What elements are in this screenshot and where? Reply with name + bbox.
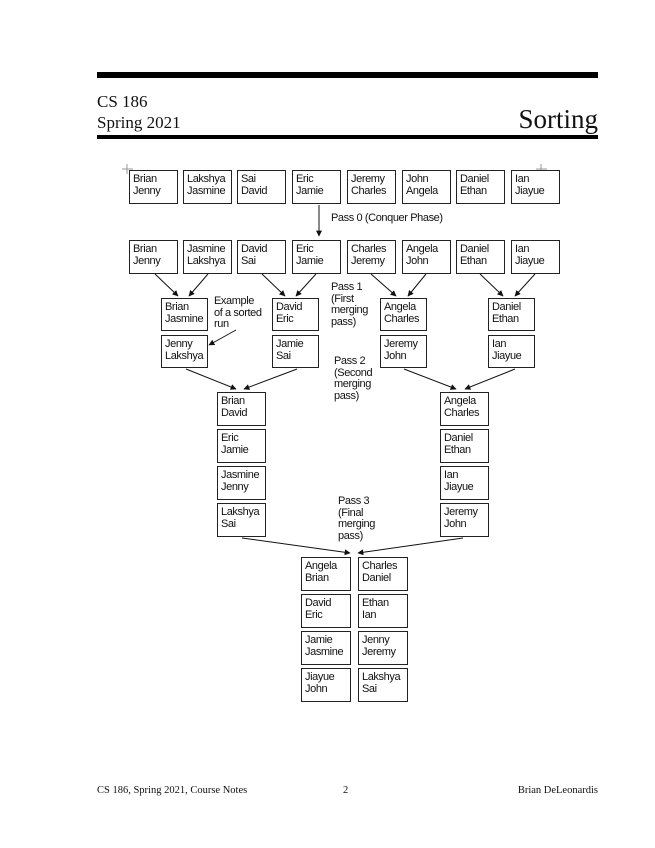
run-box: Lakshya Sai (217, 503, 266, 537)
run-box: Jasmine Lakshya (183, 240, 232, 274)
run-box: John Angela (402, 170, 451, 204)
run-box: David Eric (272, 298, 319, 331)
run-box: Ian Jiayue (511, 240, 560, 274)
run-box: Ian Jiayue (511, 170, 560, 204)
run-box: Jeremy Charles (347, 170, 396, 204)
run-box: Angela Charles (440, 392, 489, 426)
run-box: Charles Jeremy (347, 240, 396, 274)
run-box: David Sai (237, 240, 286, 274)
run-box: Brian Jenny (129, 170, 178, 204)
run-box: Brian David (217, 392, 266, 426)
run-box: Daniel Ethan (456, 170, 505, 204)
run-box: Jamie Sai (272, 335, 319, 368)
pass2-label: Pass 2 (Second merging pass) (334, 355, 373, 402)
run-box: Daniel Ethan (440, 429, 489, 463)
run-box: Angela Charles (380, 298, 427, 331)
pass1-label: Pass 1 (First merging pass) (331, 281, 368, 328)
footer-author: Brian DeLeonardis (517, 785, 598, 796)
run-box: Brian Jenny (129, 240, 178, 274)
run-box: Jasmine Jenny (217, 466, 266, 500)
run-box: Lakshya Jasmine (183, 170, 232, 204)
run-box: Jeremy John (380, 335, 427, 368)
page-number: 2 (343, 785, 349, 796)
run-box: Charles Daniel (358, 557, 408, 591)
course-term: Spring 2021 (97, 113, 181, 132)
run-box: Ethan Ian (358, 594, 408, 628)
run-box: Lakshya Sai (358, 668, 408, 702)
run-box: Eric Jamie (292, 240, 341, 274)
run-box: Angela Brian (301, 557, 351, 591)
run-box: Ian Jiayue (488, 335, 535, 368)
run-box: Jeremy John (440, 503, 489, 537)
run-box: Eric Jamie (217, 429, 266, 463)
run-box: Angela John (402, 240, 451, 274)
run-box: Ian Jiayue (440, 466, 489, 500)
run-box: Jamie Jasmine (301, 631, 351, 665)
run-box: David Eric (301, 594, 351, 628)
example-label: Example of a sorted run (214, 295, 262, 330)
run-box: Daniel Ethan (488, 298, 535, 331)
run-box: Eric Jamie (292, 170, 341, 204)
run-box: Daniel Ethan (456, 240, 505, 274)
course-name: CS 186 (97, 92, 148, 111)
run-box: Jenny Lakshya (161, 335, 208, 368)
pass0-label: Pass 0 (Conquer Phase) (331, 212, 443, 224)
run-box: Jenny Jeremy (358, 631, 408, 665)
page-title: Sorting (518, 104, 598, 134)
pass3-label: Pass 3 (Final merging pass) (338, 495, 375, 542)
footer-course: CS 186, Spring 2021, Course Notes (97, 785, 248, 796)
run-box: Sai David (237, 170, 286, 204)
run-box: Brian Jasmine (161, 298, 208, 331)
run-box: Jiayue John (301, 668, 351, 702)
